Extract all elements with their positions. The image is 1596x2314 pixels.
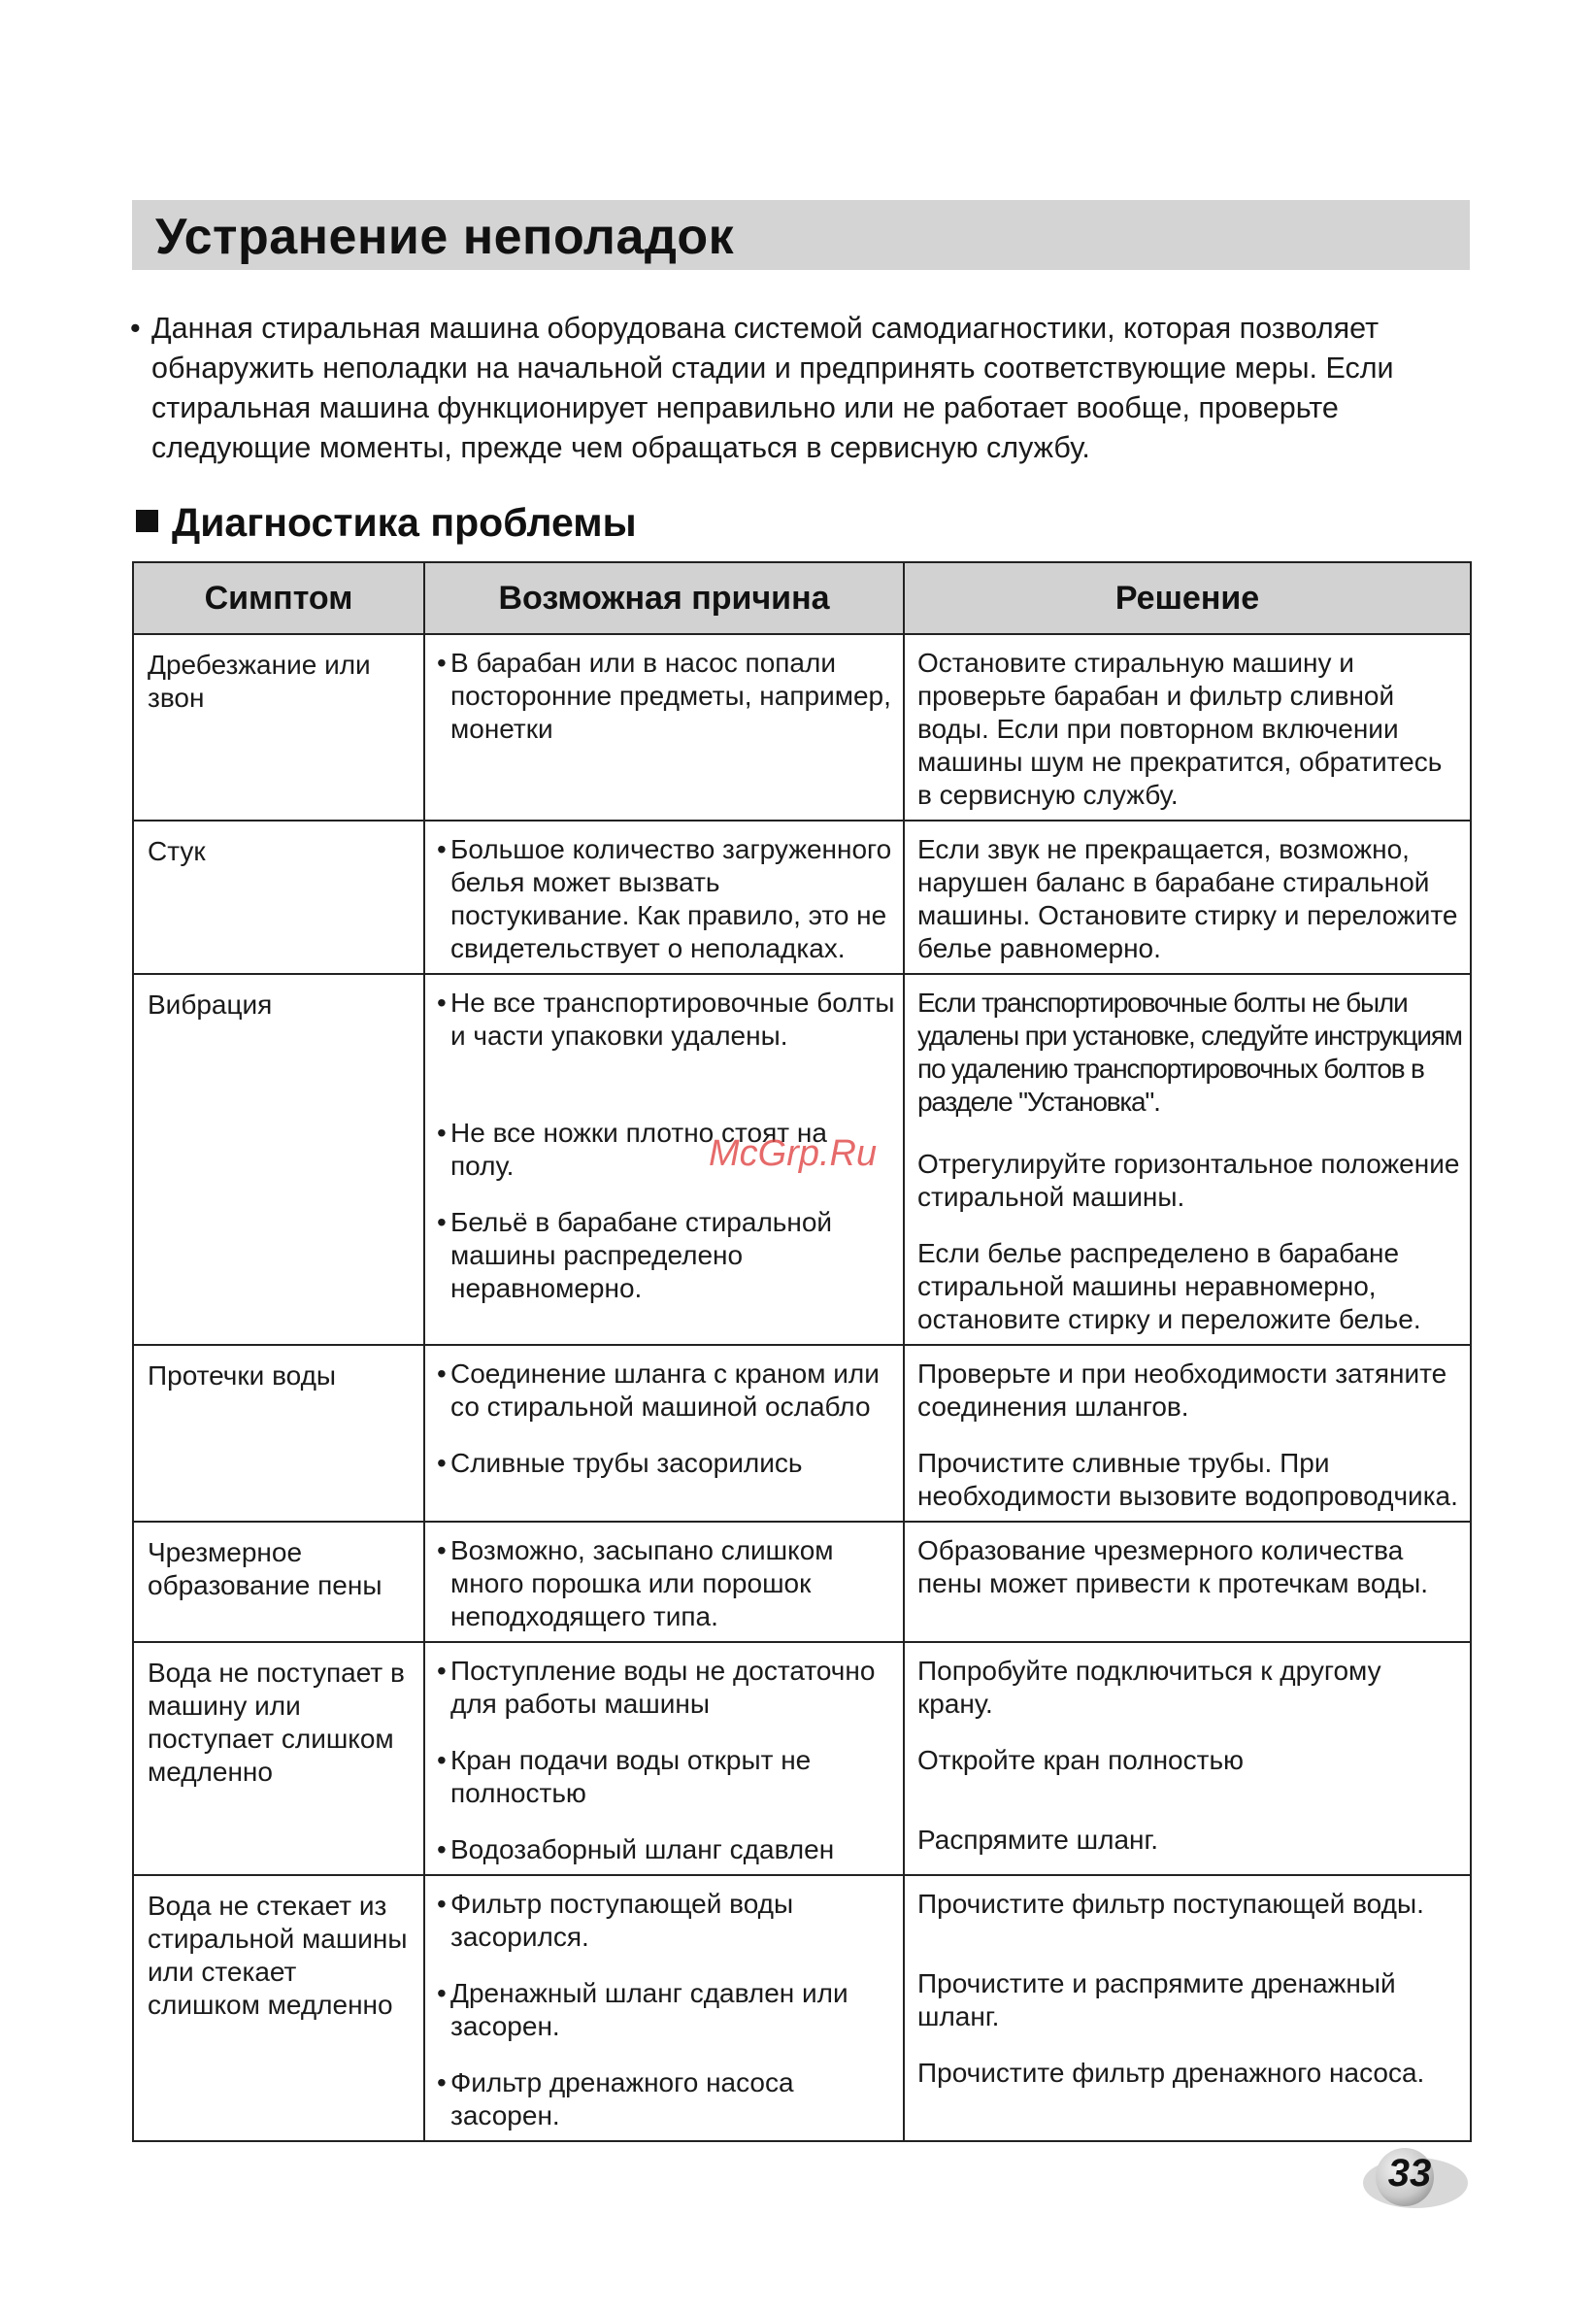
- solution-cell: [904, 1642, 1471, 1875]
- symptom-cell: [133, 1522, 424, 1642]
- cause-item: [425, 1744, 903, 1810]
- solution-text: Образование чрезмерного количества пены может привести к протечкам воды.: [917, 1535, 1429, 1598]
- cause-cell: [424, 1522, 904, 1642]
- bullet-icon: •: [437, 1745, 447, 1775]
- bullet-icon: •: [437, 1448, 447, 1478]
- bullet-icon: •: [437, 1656, 447, 1686]
- bullet-icon: •: [437, 1207, 447, 1237]
- solution-cell: [904, 974, 1471, 1345]
- intro-text: Данная стиральная машина оборудована системой самодиагностики, которая позволяет обнаружить неполадки на начальной стадии и предпринять соответствующие меры. Если стиральная машина функционирует неправильно или не работает вообще, проверьте следующие моменты, прежде чем обращаться в сервисную службу.: [151, 312, 1394, 464]
- solution-cell: [904, 1522, 1471, 1642]
- intro-paragraph: [130, 309, 1460, 468]
- solution-text: Попробуйте подключиться к другому крану.: [917, 1656, 1381, 1719]
- table-row: [133, 1522, 1471, 1642]
- solution-text: Проверьте и при необходимости затяните соединения шлангов.: [917, 1358, 1447, 1422]
- symptom-cell: [133, 821, 424, 974]
- cause-text: Фильтр поступающей воды засорился.: [450, 1889, 794, 1952]
- bullet-icon: •: [437, 1889, 447, 1919]
- cause-text: Не все ножки плотно стоят на полу.: [450, 1118, 827, 1181]
- symptom-cell: [133, 1642, 424, 1875]
- page-title-bar: [132, 200, 1470, 270]
- bullet-icon: •: [437, 1834, 447, 1864]
- cause-text: Дренажный шланг сдавлен или засорен.: [450, 1978, 848, 2041]
- symptom-text: Вода не стекает из стиральной машины или стекает слишком медленно: [148, 1891, 408, 2020]
- cause-item: [425, 1447, 903, 1480]
- solution-cell: [904, 1345, 1471, 1522]
- table-row: [133, 1345, 1471, 1522]
- cause-text: Бельё в барабане стиральной машины распределено неравномерно.: [450, 1207, 833, 1303]
- table-header-row: [133, 562, 1471, 634]
- bullet-icon: •: [437, 2067, 447, 2097]
- solution-text: Остановите стиральную машину и проверьте барабан и фильтр сливной воды. Если при повторном включении машины шум не прекратится, обратитесь в сервисную службу.: [917, 648, 1443, 810]
- cause-item: [425, 987, 903, 1088]
- cause-item: [425, 647, 903, 746]
- cause-text: Водозаборный шланг сдавлен: [450, 1834, 835, 1864]
- symptom-text: Стук: [148, 836, 206, 866]
- header-cause: Возможная причина: [424, 562, 904, 634]
- solution-text: Прочистите сливные трубы. При необходимости вызовите водопроводчика.: [917, 1448, 1458, 1511]
- cause-text: Сливные трубы засорились: [450, 1448, 803, 1478]
- solution-cell: [904, 821, 1471, 974]
- bullet-icon: •: [437, 1358, 447, 1389]
- solution-cell: [904, 634, 1471, 821]
- bullet-icon: •: [437, 988, 447, 1018]
- bullet-icon: •: [437, 1978, 447, 2008]
- cause-cell: [424, 1875, 904, 2141]
- symptom-cell: [133, 1345, 424, 1522]
- watermark: McGrp.Ru: [709, 1133, 878, 1174]
- symptom-cell: [133, 1875, 424, 2141]
- header-solution: Решение: [904, 562, 1471, 634]
- bullet-icon: •: [130, 312, 141, 345]
- cause-item: [425, 1534, 903, 1633]
- cause-text: Не все транспортировочные болты и части упаковки удалены.: [450, 988, 895, 1051]
- bullet-icon: •: [437, 1118, 447, 1148]
- section-heading-text: Диагностика проблемы: [172, 500, 637, 545]
- bullet-icon: •: [437, 834, 447, 864]
- solution-text: Прочистите и распрямите дренажный шланг.: [917, 1968, 1396, 2031]
- solution-text: Прочистите фильтр дренажного насоса.: [917, 2058, 1425, 2088]
- cause-item: [425, 1655, 903, 1721]
- bullet-icon: •: [437, 1535, 447, 1565]
- header-symptom: Симптом: [133, 562, 424, 634]
- cause-text: Большое количество загруженного белья может вызвать постукивание. Как правило, это не свидетельствует о неполадках.: [450, 834, 892, 963]
- cause-item: [425, 1358, 903, 1424]
- symptom-text: Вибрация: [148, 989, 273, 1020]
- page-number-badge: [1361, 2144, 1470, 2212]
- symptom-text: Протечки воды: [148, 1360, 337, 1391]
- table-row: [133, 634, 1471, 821]
- solution-text: Прочистите фильтр поступающей воды.: [917, 1889, 1424, 1919]
- table-row: [133, 1642, 1471, 1875]
- cause-item: [425, 1888, 903, 1954]
- cause-text: Возможно, засыпано слишком много порошка или порошок неподходящего типа.: [450, 1535, 834, 1631]
- table-row: [133, 821, 1471, 974]
- cause-item: [425, 1206, 903, 1305]
- solution-text: Откройте кран полностью: [917, 1745, 1245, 1775]
- square-bullet-icon: [136, 510, 158, 532]
- cause-cell: [424, 634, 904, 821]
- cause-cell: [424, 1345, 904, 1522]
- symptom-cell: [133, 974, 424, 1345]
- solution-text: Отрегулируйте горизонтальное положение стиральной машины.: [917, 1149, 1460, 1212]
- solution-text: Распрямите шланг.: [917, 1825, 1159, 1855]
- solution-text: Если белье распределено в барабане стиральной машины неравномерно, остановите стирку и переложите белье.: [917, 1238, 1421, 1334]
- symptom-text: Вода не поступает в машину или поступает слишком медленно: [148, 1658, 405, 1787]
- cause-text: В барабан или в насос попали посторонние предметы, например, монетки: [450, 648, 891, 744]
- section-heading: [136, 500, 637, 546]
- symptom-text: Чрезмерное образование пены: [148, 1537, 382, 1600]
- cause-text: Соединение шланга с краном или со стиральной машиной ослабло: [450, 1358, 880, 1422]
- table-row: [133, 1875, 1471, 2141]
- symptom-text: Дребезжание или звон: [148, 650, 371, 713]
- cause-item: [425, 1833, 903, 1866]
- cause-cell: [424, 821, 904, 974]
- cause-item: [425, 2066, 903, 2132]
- cause-text: Поступление воды не достаточно для работы машины: [450, 1656, 876, 1719]
- diagnostics-table: [132, 561, 1472, 2142]
- cause-cell: [424, 1642, 904, 1875]
- solution-cell: [904, 1875, 1471, 2141]
- page-number: 33: [1387, 2152, 1432, 2195]
- cause-item: [425, 1977, 903, 2043]
- cause-text: Фильтр дренажного насоса засорен.: [450, 2067, 794, 2130]
- cause-text: Кран подачи воды открыт не полностью: [450, 1745, 812, 1808]
- symptom-cell: [133, 634, 424, 821]
- solution-text: Если транспортировочные болты не были удалены при установке, следуйте инструкциям по удалению транспортировочных болтов в разделе "Установка".: [917, 988, 1462, 1117]
- cause-item: [425, 833, 903, 965]
- page-title: Устранение неполадок: [155, 209, 735, 265]
- bullet-icon: •: [437, 648, 447, 678]
- solution-text: Если звук не прекращается, возможно, нарушен баланс в барабане стиральной машины. Остановите стирку и переложите белье равномерно.: [917, 834, 1458, 963]
